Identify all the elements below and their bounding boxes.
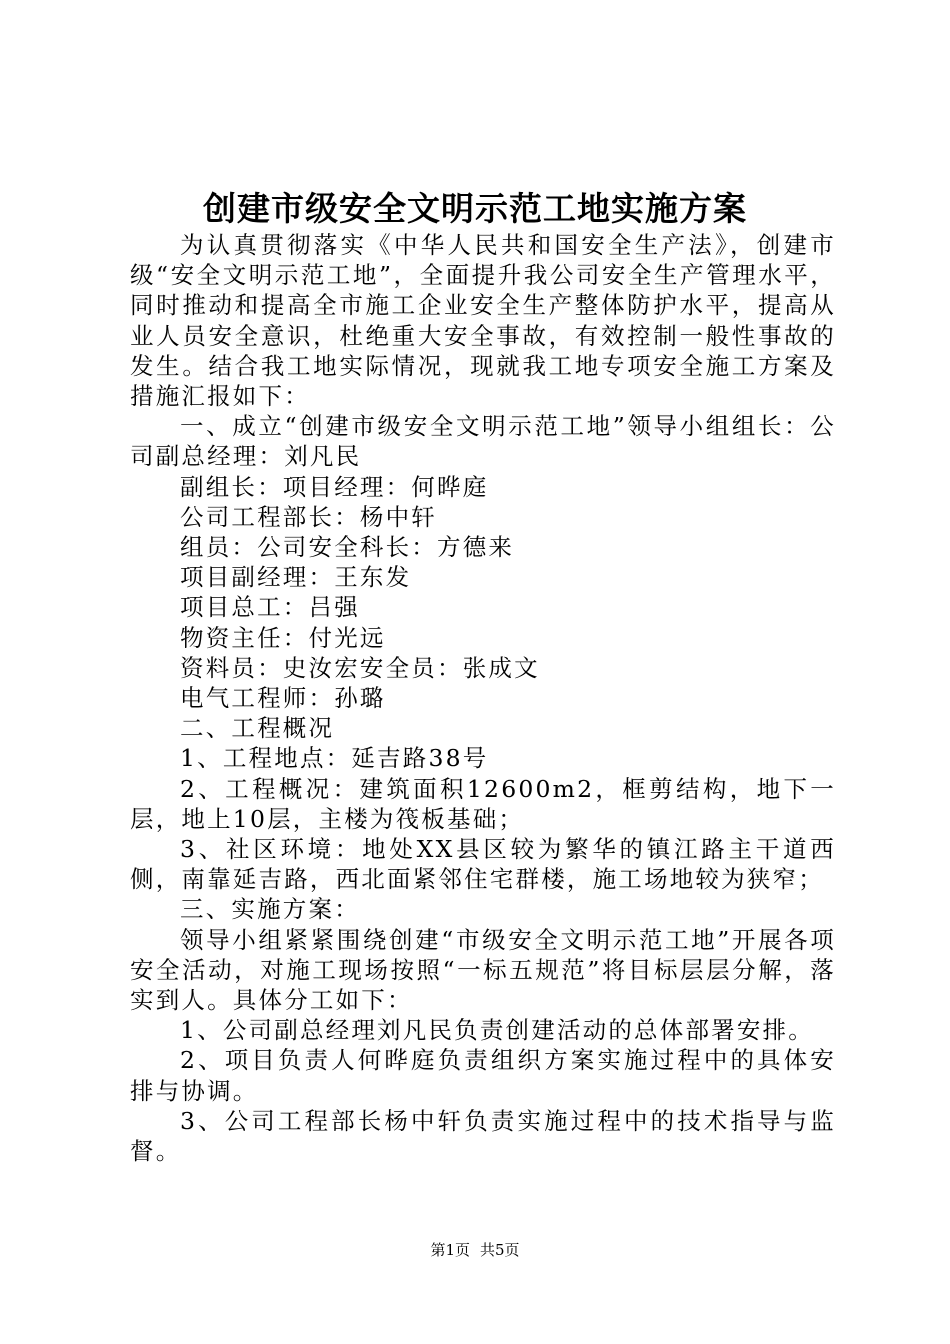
- paragraph: 2、工程概况：建筑面积12600m2，框剪结构，地下一层，地上10层，主楼为筏板基础；: [130, 774, 836, 833]
- page-total: 共5页: [480, 1241, 520, 1259]
- document-body: [130, 230, 836, 1166]
- paragraph: 领导小组紧紧围绕创建“市级安全文明示范工地”开展各项安全活动，对施工现场按照“一标五规范”将目标层层分解，落实到人。具体分工如下：: [130, 925, 836, 1015]
- document-title: 创建市级安全文明示范工地实施方案: [203, 189, 747, 228]
- paragraph: 3、公司工程部长杨中轩负责实施过程中的技术指导与监督。: [130, 1106, 836, 1166]
- paragraph: 1、公司副总经理刘凡民负责创建活动的总体部署安排。: [180, 1016, 814, 1045]
- paragraph: 项目副经理：王东发: [180, 563, 412, 592]
- paragraph: 一、成立“创建市级安全文明示范工地”领导小组组长：公司副总经理：刘凡民: [130, 412, 836, 471]
- paragraph: 三、实施方案：: [180, 895, 360, 924]
- paragraph: 二、工程概况: [180, 714, 335, 743]
- paragraph: 资料员：史汝宏安全员：张成文: [180, 653, 540, 682]
- paragraph: 公司工程部长：杨中轩: [180, 502, 437, 531]
- page-number: 第1页: [430, 1241, 470, 1259]
- paragraph: 组员：公司安全科长：方德来: [180, 533, 515, 562]
- paragraph: 2、项目负责人何晔庭负责组织方案实施过程中的具体安排与协调。: [130, 1046, 836, 1105]
- paragraph: 1、工程地点：延吉路38号: [180, 744, 489, 773]
- paragraph: 电气工程师：孙璐: [180, 684, 386, 713]
- paragraph: 副组长：项目经理：何晔庭: [180, 472, 489, 501]
- paragraph: 项目总工：吕强: [180, 593, 360, 622]
- paragraph: 物资主任：付光远: [180, 623, 386, 652]
- paragraph: 3、社区环境：地处XX县区较为繁华的镇江路主干道西侧，南靠延吉路，西北面紧邻住宅群楼，施工场地较为狭窄；: [130, 835, 836, 894]
- paragraph: 为认真贯彻落实《中华人民共和国安全生产法》，创建市级“安全文明示范工地”，全面提升我公司安全生产管理水平，同时推动和提高全市施工企业安全生产整体防护水平，提高从业人员安全意识，杜绝重大安全事故，有效控制一般性事故的发生。结合我工地实际情况，现就我工地专项安全施工方案及措施汇报如下：: [130, 231, 836, 411]
- page-footer: [0, 1240, 950, 1260]
